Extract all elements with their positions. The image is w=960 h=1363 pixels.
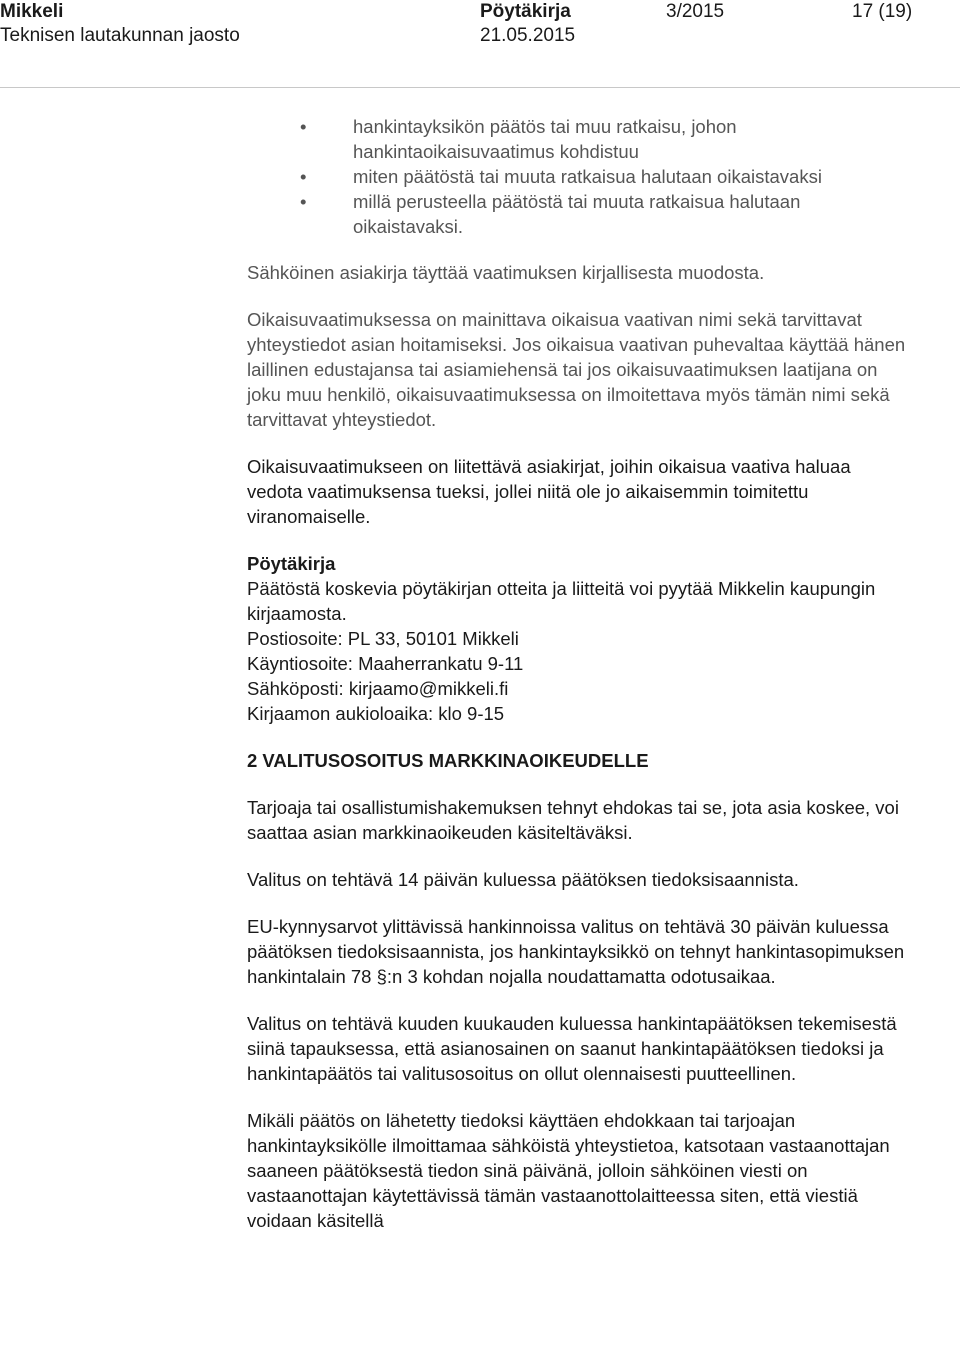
bullet-icon: • bbox=[300, 166, 307, 187]
header-divider bbox=[0, 87, 960, 88]
document-body bbox=[247, 114, 907, 1233]
list-item-text: millä perusteella päätöstä tai muuta ratkaisua halutaan oikaistavaksi. bbox=[353, 191, 801, 237]
paragraph-part: Jos oikaisua vaativan puhevaltaa käyttää hänen laillinen edustajansa tai asiamiehensä tai jos oikaisuvaatimuksen laatijana on joku muu henkilö, oikaisuvaatimuksessa on ilmoitettava myös tämän nimi sekä tarvittavat yhteystiedot. bbox=[247, 334, 906, 430]
doc-type: Pöytäkirja bbox=[480, 1, 571, 22]
list-item-text: miten päätöstä tai muuta ratkaisua halutaan oikaistavaksi bbox=[353, 166, 822, 187]
bullet-list bbox=[247, 114, 907, 239]
paragraph: Oikaisuvaatimukseen on liitettävä asiakirjat, joihin oikaisua vaativa haluaa vedota vaatimuksensa tueksi, jollei niitä ole jo aikaisemmin toimitettu viranomaiselle. bbox=[247, 456, 851, 527]
org-name: Mikkeli bbox=[0, 1, 64, 22]
paragraph-part: Oikaisuvaatimuksessa on mainittava oikaisua vaativan nimi sekä tarvittavat yhteystiedot asian hoitamiseksi. bbox=[247, 309, 862, 355]
paragraph: Päätöstä koskevia pöytäkirjan otteita ja liitteitä voi pyytää Mikkelin kaupungin kirjaamosta. bbox=[247, 578, 876, 624]
paragraph: Mikäli päätös on lähetetty tiedoksi käyttäen ehdokkaan tai tarjoajan hankintayksikölle ilmoittamaa sähköistä yhteystietoa, katsotaan vastaanottajan saaneen päätöksestä tiedon sinä päivänä, jolloin sähköinen viesti on vastaanottajan käytettävissä tämän vastaanottolaitteessa siten, että viestiä voidaan käsitellä bbox=[247, 1110, 890, 1231]
paragraph bbox=[247, 307, 907, 432]
postal-address: Postiosoite: PL 33, 50101 Mikkeli bbox=[247, 628, 519, 649]
list-item-text: hankintayksikön päätös tai muu ratkaisu, johon hankintaoikaisuvaatimus kohdistuu bbox=[353, 116, 737, 162]
page-header bbox=[0, 0, 960, 90]
paragraph: Valitus on tehtävä kuuden kuukauden kuluessa hankintapäätöksen tekemisestä siinä tapauksessa, että asianosainen on saanut hankintapäätöksen tiedoksi ja hankintapäätös tai valitusosoitus on ollut olennaisesti puutteellinen. bbox=[247, 1013, 897, 1084]
page-number: 17 (19) bbox=[852, 1, 913, 22]
bullet-icon: • bbox=[300, 191, 307, 212]
list-item bbox=[0, 114, 907, 164]
visiting-address: Käyntiosoite: Maaherrankatu 9-11 bbox=[247, 653, 524, 674]
paragraph: Tarjoaja tai osallistumishakemuksen tehnyt ehdokas tai se, jota asia koskee, voi saattaa asian markkinaoikeuden käsiteltäväksi. bbox=[247, 797, 899, 843]
paragraph: Sähköinen asiakirja täyttää vaatimuksen kirjallisesta muodosta. bbox=[247, 262, 765, 283]
list-item bbox=[0, 164, 907, 189]
meeting-date: 21.05.2015 bbox=[480, 25, 576, 46]
list-item bbox=[0, 189, 907, 239]
section-heading: Pöytäkirja bbox=[247, 553, 336, 574]
section-title: 2 VALITUSOSOITUS MARKKINAOIKEUDELLE bbox=[247, 750, 649, 771]
doc-number: 3/2015 bbox=[666, 1, 725, 22]
office-hours: Kirjaamon aukioloaika: klo 9-15 bbox=[247, 703, 505, 724]
bullet-icon: • bbox=[300, 116, 307, 137]
committee-name: Teknisen lautakunnan jaosto bbox=[0, 25, 240, 46]
paragraph: Valitus on tehtävä 14 päivän kuluessa päätöksen tiedoksisaannista. bbox=[247, 869, 799, 890]
email-address: Sähköposti: kirjaamo@mikkeli.fi bbox=[247, 678, 509, 699]
paragraph: EU-kynnysarvot ylittävissä hankinnoissa valitus on tehtävä 30 päivän kuluessa päätöksen tiedoksisaannista, jos hankintayksikkö on tehnyt hankintasopimuksen hankintalain 78 §:n 3 kohdan nojalla noudattamatta odotusaikaa. bbox=[247, 916, 905, 987]
